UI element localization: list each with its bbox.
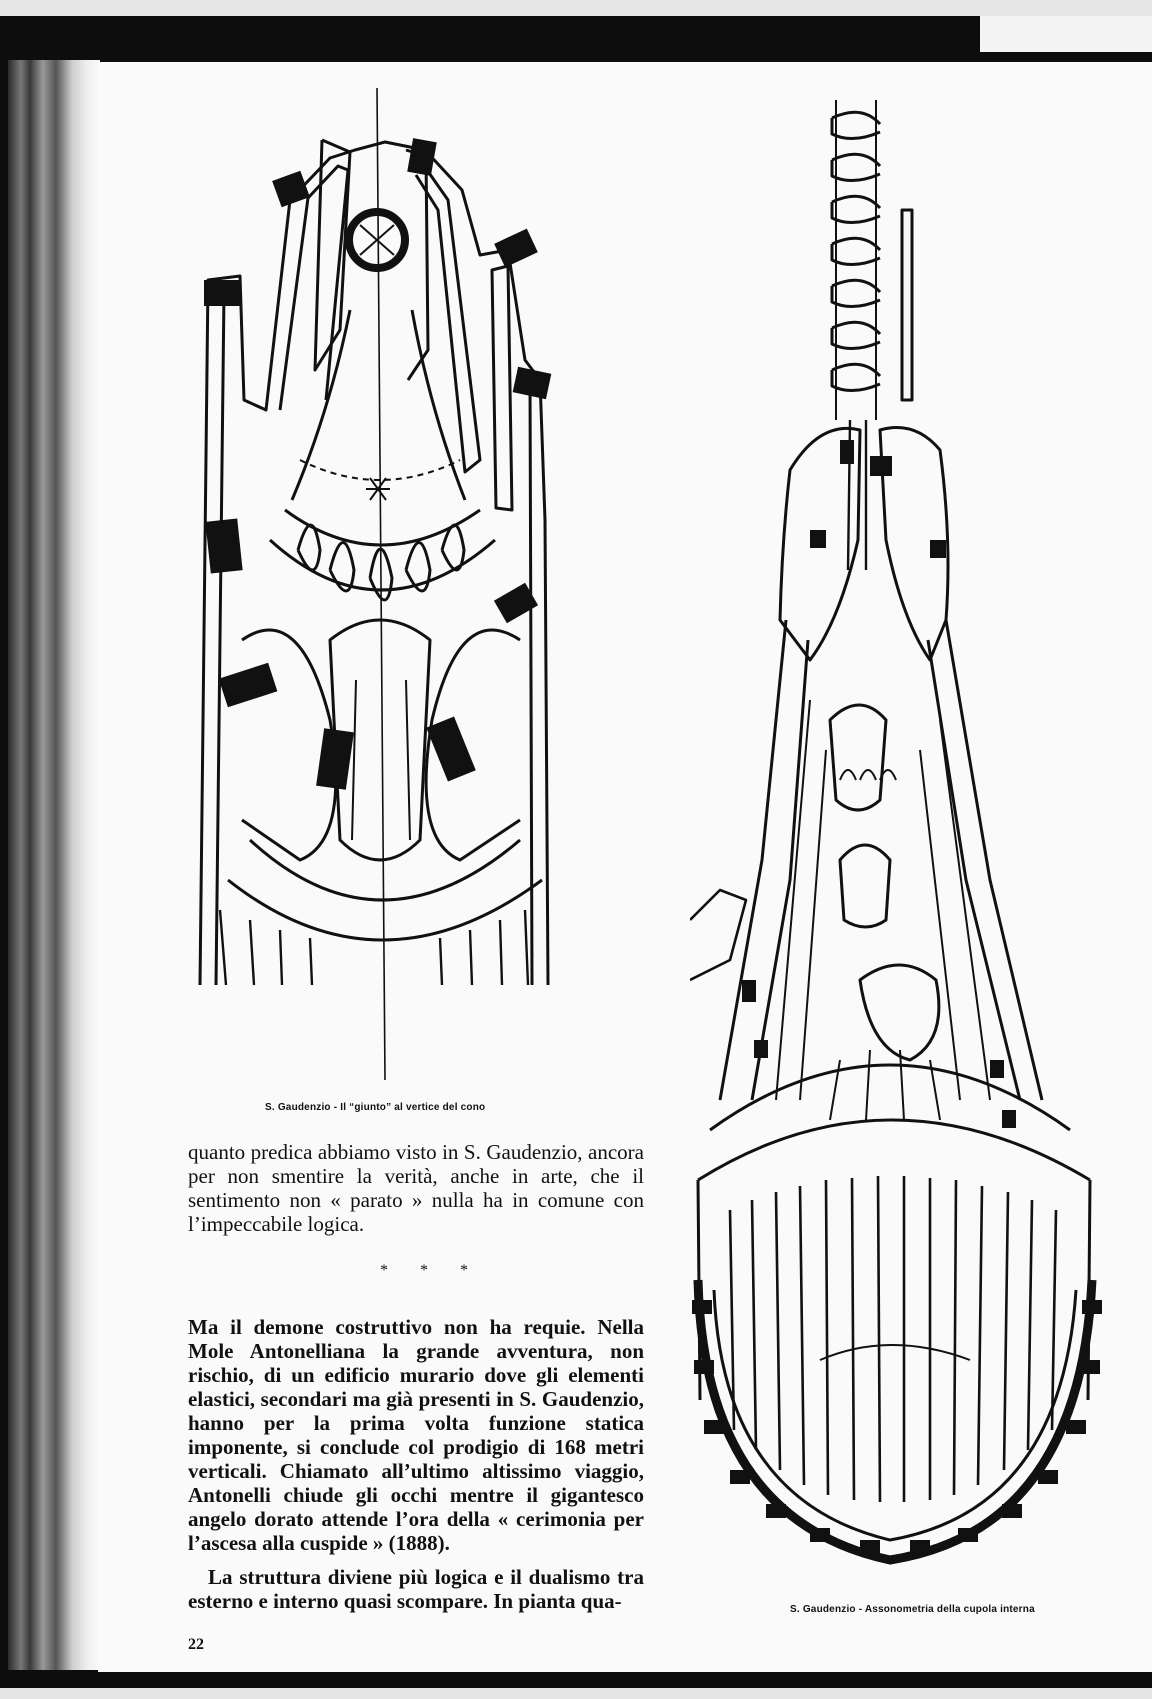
body-paragraph-1: quanto predica abbiamo visto in S. Gaudenzio, ancora per non smentire la verità, anche in arte, che il sentimento non « parato » nulla ha in comune con l’impeccabile logica.	[188, 1140, 644, 1236]
figure-left-section-drawing	[180, 80, 640, 1080]
body-paragraph-2: Ma il demone costruttivo non ha requie. Nella Mole Antonelliana la grande avventura, non rischio, di un edificio murario dove gli elementi elastici, secondari ma già presenti in S. Gaudenzio, hanno per la prima volta funzione statica imponente, si conclude col prodigio di 168 metri verticali. Chiamato all’ultimo altissimo viaggio, Antonelli chiude gli occhi mentre il gigantesco angelo dorato attende l’ora della « cerimonia per l’ascesa alla cuspide » (1888).	[188, 1315, 644, 1555]
body-paragraph-3: La struttura diviene più logica e il dualismo tra esterno e interno quasi scompare. In pianta qua-	[188, 1565, 644, 1613]
scan-top-strip	[0, 0, 1152, 16]
architectural-section-drawing-icon	[180, 80, 640, 1080]
page-number: 22	[188, 1636, 204, 1653]
scan-bottom-strip	[0, 1688, 1152, 1699]
scan-top-right-notch	[980, 16, 1152, 52]
figure-right-axonometric-drawing	[690, 100, 1150, 1640]
axonometric-dome-drawing-icon	[690, 100, 1150, 1640]
book-spine-shadow	[8, 60, 100, 1670]
figure-right-caption: S. Gaudenzio - Assonometria della cupola interna	[790, 1604, 1035, 1615]
section-separator: * * *	[380, 1262, 482, 1279]
figure-left-caption: S. Gaudenzio - Il “giunto” al vertice del cono	[265, 1102, 486, 1113]
